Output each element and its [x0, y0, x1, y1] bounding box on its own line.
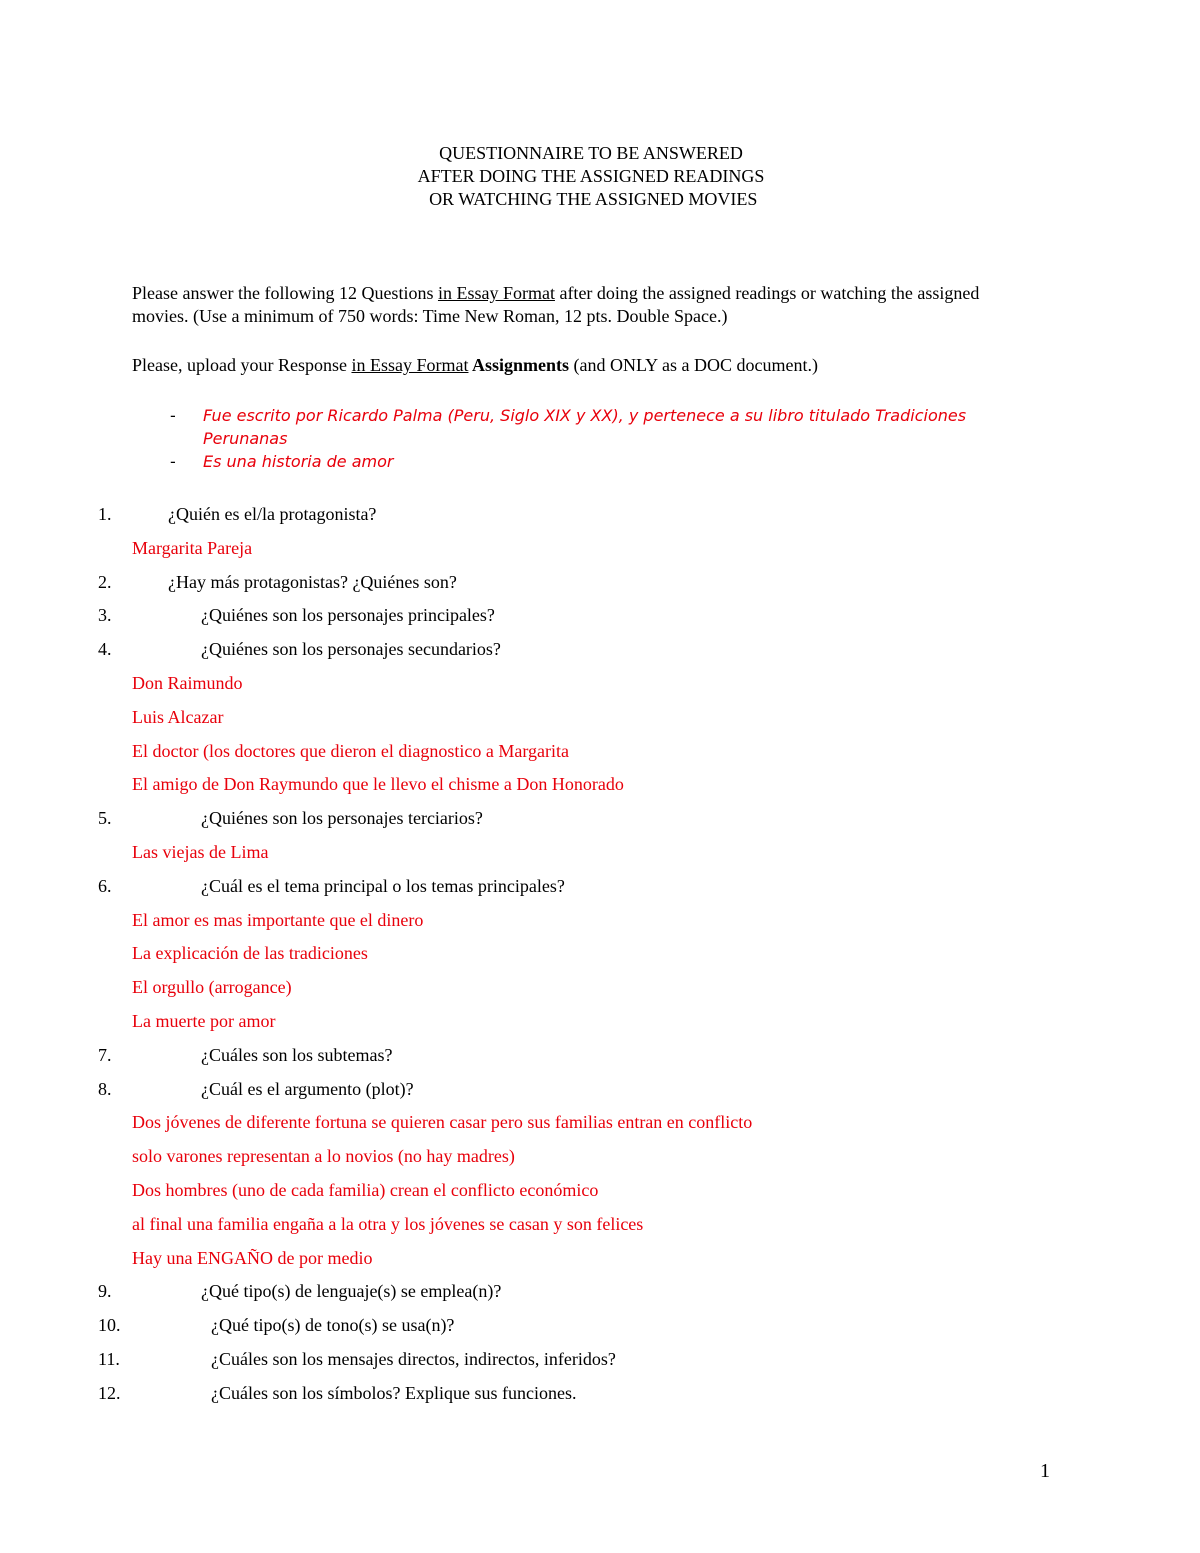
question-text: ¿Quiénes son los personajes principales?	[201, 605, 495, 625]
question-text: ¿Quién es el/la protagonista?	[168, 504, 377, 524]
question-text: ¿Quiénes son los personajes secundarios?	[201, 639, 501, 659]
answer-line: Las viejas de Lima	[132, 842, 269, 862]
bullet-text: Es una historia de amor	[203, 452, 394, 471]
question-number: 9.	[98, 1281, 112, 1301]
question-number: 6.	[98, 876, 112, 896]
question-number: 2.	[98, 572, 112, 592]
question-text: ¿Cuál es el argumento (plot)?	[201, 1079, 414, 1099]
question-number: 7.	[98, 1045, 112, 1065]
answer-line: El orgullo (arrogance)	[132, 977, 292, 997]
bullet-list	[170, 404, 1000, 473]
instructions-text: Please answer the following 12 Questions	[132, 283, 438, 303]
question-text: ¿Qué tipo(s) de lenguaje(s) se emplea(n)?	[201, 1281, 502, 1301]
question-text: ¿Hay más protagonistas? ¿Quiénes son?	[168, 572, 457, 592]
question-number: 1.	[98, 504, 112, 524]
upload-text: Please, upload your Response	[132, 355, 352, 375]
answer-line: Don Raimundo	[132, 673, 243, 693]
assignments-bold: Assignments	[468, 355, 569, 375]
question-number: 4.	[98, 639, 112, 659]
question-number: 3.	[98, 605, 112, 625]
answer-line: Luis Alcazar	[132, 707, 224, 727]
question-text: ¿Cuáles son los mensajes directos, indirectos, inferidos?	[211, 1349, 616, 1369]
bullet-dash: -	[170, 406, 176, 425]
bullet-item	[170, 450, 1000, 473]
answer-line: El amor es mas importante que el dinero	[132, 910, 424, 930]
title-line: QUESTIONNAIRE TO BE ANSWERED	[439, 143, 743, 163]
question-number: 10.	[98, 1315, 121, 1335]
question-number: 8.	[98, 1079, 112, 1099]
question-text: ¿Cuáles son los subtemas?	[201, 1045, 393, 1065]
page-number: 1	[1040, 1460, 1050, 1482]
upload-paragraph	[132, 354, 1012, 377]
answer-line: El doctor (los doctores que dieron el diagnostico a Margarita	[132, 741, 570, 761]
answer-line: al final una familia engaña a la otra y los jóvenes se casan y son felices	[132, 1214, 644, 1234]
question-text: ¿Quiénes son los personajes terciarios?	[201, 808, 483, 828]
answer-line: Hay una ENGAÑO de por medio	[132, 1248, 373, 1268]
title-line: OR WATCHING THE ASSIGNED MOVIES	[424, 189, 758, 209]
instructions-paragraph	[132, 282, 1012, 328]
answer-line: Margarita Pareja	[132, 538, 253, 558]
bullet-item	[170, 404, 1000, 450]
answer-line: Dos jóvenes de diferente fortuna se quieren casar pero sus familias entran en conflicto	[132, 1112, 753, 1132]
question-text: ¿Cuáles son los símbolos? Explique sus funciones.	[211, 1383, 577, 1403]
question-number: 12.	[98, 1383, 121, 1403]
answer-line: El amigo de Don Raymundo que le llevo el chisme a Don Honorado	[132, 774, 624, 794]
answer-line: Dos hombres (uno de cada familia) crean el conflicto económico	[132, 1180, 599, 1200]
question-text: ¿Qué tipo(s) de tono(s) se usa(n)?	[211, 1315, 455, 1335]
upload-text-cont: (and ONLY as a DOC document.)	[569, 355, 818, 375]
title-line: AFTER DOING THE ASSIGNED READINGS	[417, 166, 765, 186]
instructions-text-cont: after doing the assigned readings or watching the assigned movies. (Use a minimum of 750 words: Time New Roman, 12 pts. Double Space.)	[132, 283, 984, 326]
answer-line: solo varones representan a lo novios (no hay madres)	[132, 1146, 515, 1166]
bullet-text: Fue escrito por Ricardo Palma (Peru, Siglo XIX y XX), y pertenece a su libro titulado Tradiciones Perunanas	[203, 406, 967, 448]
upload-essay-underline: in Essay Format	[351, 355, 469, 375]
answer-line: La explicación de las tradiciones	[132, 943, 368, 963]
question-number: 5.	[98, 808, 112, 828]
answer-line: La muerte por amor	[132, 1011, 276, 1031]
question-number: 11.	[98, 1349, 120, 1369]
question-text: ¿Cuál es el tema principal o los temas principales?	[201, 876, 565, 896]
essay-format-underline: in Essay Format	[437, 283, 555, 303]
page-title	[0, 142, 1182, 211]
bullet-dash: -	[170, 452, 176, 471]
